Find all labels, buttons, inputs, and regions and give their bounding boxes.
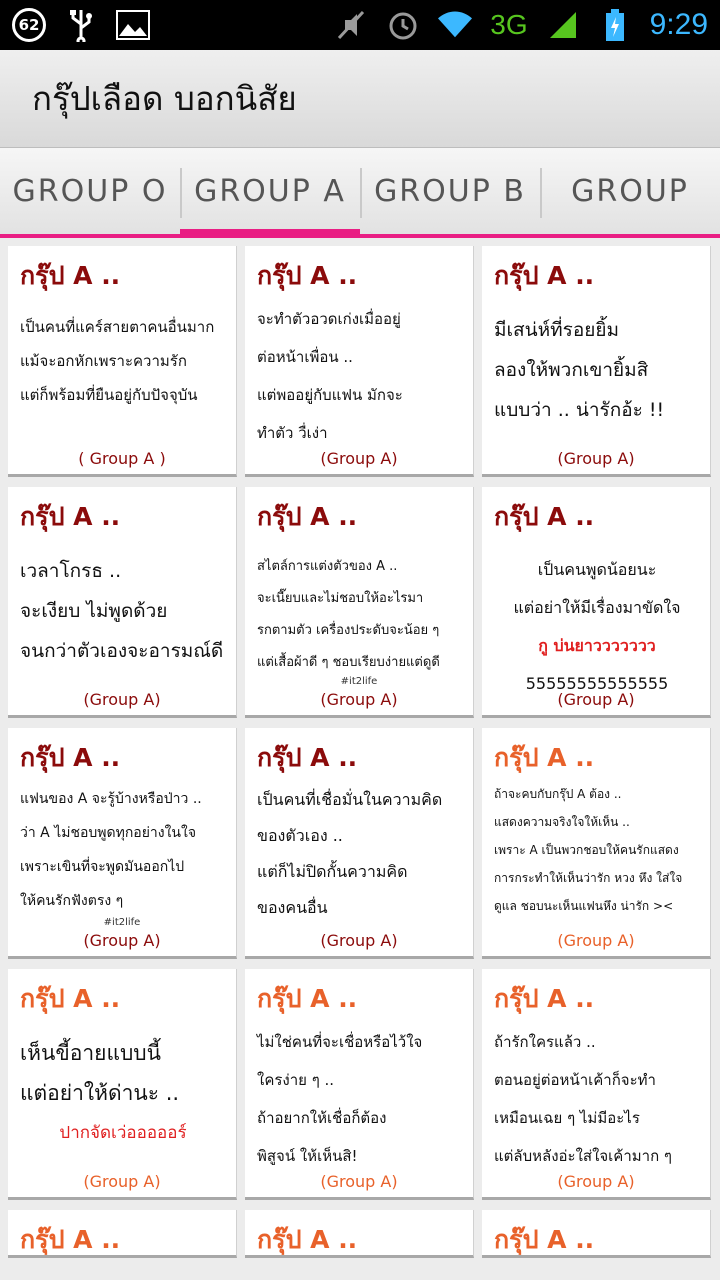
card-title: กรุ๊ป A .. <box>20 743 121 772</box>
clock: 9:29 <box>649 8 708 41</box>
card[interactable] <box>8 246 237 477</box>
card-text: ถ้ารักใครแล้ว .. ตอนอยู่ต่อหน้าเค้าก็จะทำ เหมือนเฉย ๆ ไม่มีอะไร แต่ลับหลังอ่ะใส่ใจเค้ามาก ๆ <box>494 1033 672 1165</box>
card-title: กรุ๊ป A .. <box>257 502 358 531</box>
card-text: จะทำตัวอวดเก่งเมื่ออยู่ ต่อหน้าเพื่อน .. แต่พออยู่กับแฟน มักจะ ทำตัว วื่เง่า <box>257 310 403 442</box>
signal-icon <box>546 8 580 42</box>
card-tag: (Group A) <box>320 931 398 950</box>
card-title: กรุ๊ป A .. <box>20 261 121 290</box>
card-title: กรุ๊ป A .. <box>257 261 358 290</box>
alarm-icon <box>386 8 420 42</box>
card-title: กรุ๊ป A .. <box>20 1225 121 1254</box>
card[interactable] <box>245 728 474 959</box>
card-tag: (Group A) <box>83 1172 161 1191</box>
card[interactable] <box>245 969 474 1200</box>
card-text: ไม่ใช่คนที่จะเชื่อหรือไว้ใจ ใครง่าย ๆ .. ถ้าอยากให้เชื่อก็ต้อง พิสูจน์ ให้เห็นสิ! <box>257 1033 423 1165</box>
card-tag: ( Group A ) <box>78 449 166 468</box>
tab-group-b[interactable]: GROUP B <box>360 148 540 234</box>
usb-icon <box>64 8 98 42</box>
card-text: เวลาโกรธ .. จะเงียบ ไม่พูดด้วย จนกว่าตัวเองจะอารมณ์ดี <box>20 560 224 662</box>
card[interactable] <box>482 1210 711 1258</box>
card[interactable] <box>482 728 711 959</box>
card-tag: (Group A) <box>83 690 161 709</box>
card-tag: (Group A) <box>557 690 635 709</box>
card[interactable] <box>482 969 711 1200</box>
card-title: กรุ๊ป A .. <box>20 502 121 531</box>
status-bar <box>0 0 720 50</box>
card[interactable] <box>482 246 711 477</box>
network-type: 3G <box>490 9 528 40</box>
muted-icon <box>334 8 368 42</box>
card-text: สไตล์การแต่งตัวของ A .. จะเนี๊ยบและไม่ชอบให้อะไรมา รกตามตัว เครื่องประดับจะน้อย ๆ แต่เสื้อผ้าดี ๆ ชอบเรียบง่ายแต่ดูดี <box>257 559 440 670</box>
card-text: แฟนของ A จะรู้บ้างหรือป่าว .. ว่า A ไม่ชอบพูดทุกอย่างในใจ เพราะเขินที่จะพูดมันออกไป ให้คนรักฟังตรง ๆ <box>20 791 202 909</box>
card-tag: (Group A) <box>557 449 635 468</box>
card-text: ถ้าจะคบกับกรุ๊ป A ต้อง .. แสดงความจริงใจให้เห็น .. เพราะ A เป็นพวกชอบให้คนรักแสดง การกระทำให้เห็นว่ารัก หวง หึง ใส่ใจ ดูแล ชอบนะเห็นแฟนหึง น่ารัก >< <box>494 787 683 913</box>
card-tag: (Group A) <box>557 931 635 950</box>
card-title: กรุ๊ป A .. <box>257 984 358 1013</box>
card-grid <box>0 238 720 1258</box>
card-text: เห็นขี้อายแบบนี้ แต่อย่าให้ด่านะ .. ปากจัดเว่อออออร์ <box>20 1041 187 1143</box>
image-icon <box>116 8 150 42</box>
card[interactable] <box>8 969 237 1200</box>
card-tag: (Group A) <box>320 449 398 468</box>
app-bar <box>0 50 720 148</box>
card[interactable] <box>8 1210 237 1258</box>
app-title: กรุ๊ปเลือด บอกนิสัย <box>32 79 297 118</box>
card-title: กรุ๊ป A .. <box>494 502 595 531</box>
card[interactable] <box>245 246 474 477</box>
card-title: กรุ๊ป A .. <box>494 261 595 290</box>
card-title: กรุ๊ป A .. <box>494 1225 595 1254</box>
card-tag: (Group A) <box>320 1172 398 1191</box>
battery-icon <box>598 8 632 42</box>
card[interactable] <box>8 487 237 718</box>
card-tag: (Group A) <box>557 1172 635 1191</box>
tab-group-o[interactable]: GROUP O <box>12 173 168 209</box>
card[interactable] <box>8 728 237 959</box>
notification-count-badge: 62 <box>12 8 46 42</box>
card-title: กรุ๊ป A .. <box>257 1225 358 1254</box>
card-text: มีเสน่ห์ที่รอยยิ้ม ลองให้พวกเขายิ้มสิ แบบว่า .. น่ารักอ้ะ !! <box>494 319 665 421</box>
card[interactable] <box>245 1210 474 1258</box>
hashtag: #it2life <box>103 917 141 928</box>
card-text: เป็นคนที่เชื่อมั่นในความคิด ของตัวเอง .. แต่ก็ไม่ปิดกั้นความคิด ของคนอื่น <box>257 790 443 917</box>
wifi-icon <box>438 8 472 42</box>
card-title: กรุ๊ป A .. <box>494 984 595 1013</box>
card-title: กรุ๊ป A .. <box>494 743 595 772</box>
card-tag: (Group A) <box>320 690 398 709</box>
card-text: เป็นคนที่แคร์สายตาคนอื่นมาก แม้จะอกหักเพราะความรัก แต่ก็พร้อมที่ยืนอยู่กับปัจจุบัน <box>20 318 215 404</box>
card-tag: (Group A) <box>83 931 161 950</box>
tab-group-a[interactable]: GROUP A <box>180 148 360 234</box>
group-tabs <box>0 148 720 238</box>
card-text: เป็นคนพูดน้อยนะ แต่อย่าให้มีเรื่องมาขัดใจ กู บ่นยาววววววว 55555555555555 <box>513 560 681 693</box>
tab-group-ab[interactable]: GROUP <box>540 148 720 234</box>
card[interactable] <box>482 487 711 718</box>
card[interactable] <box>245 487 474 718</box>
card-title: กรุ๊ป A .. <box>20 984 121 1013</box>
hashtag: #it2life <box>340 676 378 687</box>
card-title: กรุ๊ป A .. <box>257 743 358 772</box>
